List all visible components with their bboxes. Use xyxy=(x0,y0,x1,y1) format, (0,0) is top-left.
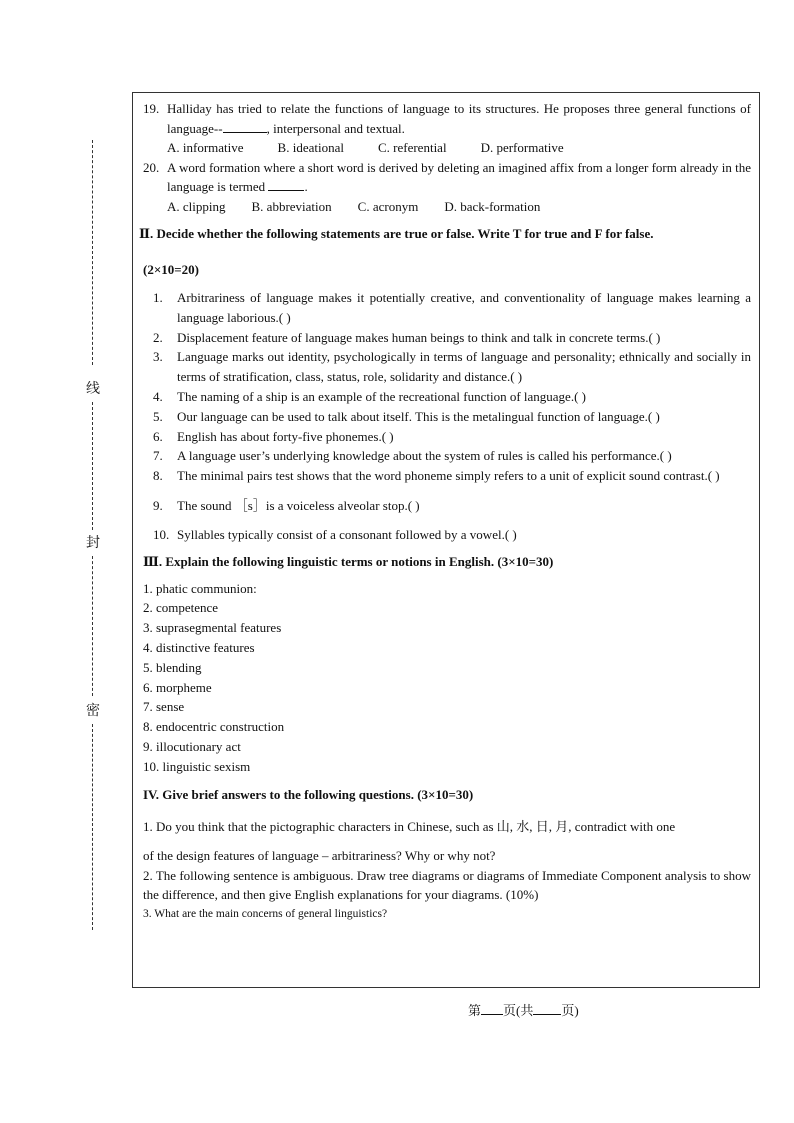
question-4-2: 2. The following sentence is ambiguous. Draw tree diagrams or diagrams of Immediate Component analysis to show the difference, and then give English explanations for your diagrams. (10%) xyxy=(143,867,751,903)
option: B. abbreviation xyxy=(251,198,332,214)
list-item: 2. Displacement feature of language makes human beings to think and talk in concrete terms.( ) xyxy=(153,329,661,345)
binding-label-line: 线 xyxy=(84,378,102,398)
dashed-line xyxy=(92,140,93,365)
list-item: 3. Language marks out identity, psychologically in terms of language and personality; ethnically and socially in terms of stratification, class, status, role, solidarity and distance.( ) xyxy=(153,349,751,385)
term-item: 7. sense xyxy=(143,699,185,715)
list-item: 7. A language user’s underlying knowledge about the system of rules is called his performance.( ) xyxy=(153,448,672,464)
term-item: 9. illocutionary act xyxy=(143,738,241,754)
list-item: 6. English has about forty-five phonemes.( ) xyxy=(153,428,394,444)
list-item: 8. The minimal pairs test shows that the word phoneme simply refers to a unit of explicit sound contrast.( ) xyxy=(153,468,720,484)
question-19-options xyxy=(167,138,751,158)
term-item: 6. morpheme xyxy=(143,679,212,695)
option: A. clipping xyxy=(167,198,226,214)
question-20-options xyxy=(167,197,751,217)
option: C. referential xyxy=(377,140,447,155)
list-item: 1. Arbitrariness of language makes it potentially creative, and conventionality of language makes learning a language laborious.( ) xyxy=(153,290,751,325)
dashed-line xyxy=(92,724,93,930)
section-4-title: IV. Give brief answers to the following questions. (3×10=30) xyxy=(143,786,474,802)
section-2-title: Ⅱ. Decide whether the following statements are true or false. Write T for true and F for false. xyxy=(139,226,654,241)
total-pages-blank xyxy=(533,1002,561,1015)
question-4-1-line-1: 1. Do you think that the pictographic characters in Chinese, such as 山, 水, 日, 月, contradict with one xyxy=(143,818,676,834)
list-item: 10. Syllables typically consist of a consonant followed by a vowel.( ) xyxy=(153,526,517,542)
true-false-list xyxy=(143,288,751,545)
term-item: 8. endocentric construction xyxy=(143,719,285,735)
answer-blank xyxy=(268,178,304,191)
binding-margin xyxy=(82,140,104,930)
exam-content xyxy=(139,99,751,924)
section-2-score: (2×10=20) xyxy=(143,262,199,277)
list-item: 5. Our language can be used to talk about itself. This is the metalingual function of language.( ) xyxy=(153,408,660,424)
term-item: 10. linguistic sexism xyxy=(143,758,251,774)
option: D. performative xyxy=(480,140,564,155)
question-20: 20. A word formation where a short word is derived by deleting an imagined affix from a longer form already in the language is termed . xyxy=(143,159,751,194)
option: B. ideational xyxy=(277,140,344,155)
list-item: 4. The naming of a ship is an example of the recreational function of language.( ) xyxy=(153,388,586,404)
term-item: 2. competence xyxy=(143,600,219,616)
page-number-blank xyxy=(481,1002,503,1015)
answer-blank xyxy=(223,120,267,133)
page-footer: 第 页(共 页) xyxy=(468,1003,579,1018)
binding-label-seal: 封 xyxy=(84,532,102,552)
question-4-3: 3. What are the main concerns of general linguistics? xyxy=(143,908,388,921)
option: D. back-formation xyxy=(444,198,541,214)
term-item: 4. distinctive features xyxy=(143,639,255,655)
option: C. acronym xyxy=(357,198,419,214)
term-item: 1. phatic communion: xyxy=(143,580,257,596)
list-item: 9. The sound ［s］is a voiceless alveolar stop.( ) xyxy=(153,497,420,513)
dashed-line xyxy=(92,402,93,530)
dashed-line xyxy=(92,556,93,696)
question-4-1-line-2: of the design features of language – arbitrariness? Why or why not? xyxy=(143,847,496,863)
exam-box xyxy=(132,92,760,988)
option: A. informative xyxy=(167,140,244,155)
term-item: 3. suprasegmental features xyxy=(143,620,282,636)
binding-label-secret: 密 xyxy=(84,700,102,720)
term-item: 5. blending xyxy=(143,659,202,675)
section-3-title: Ⅲ. Explain the following linguistic terms or notions in English. (3×10=30) xyxy=(143,553,554,569)
question-19: 19. Halliday has tried to relate the functions of language to its structures. He proposes three general functions of language-- , interpersonal and textual. xyxy=(143,101,751,136)
